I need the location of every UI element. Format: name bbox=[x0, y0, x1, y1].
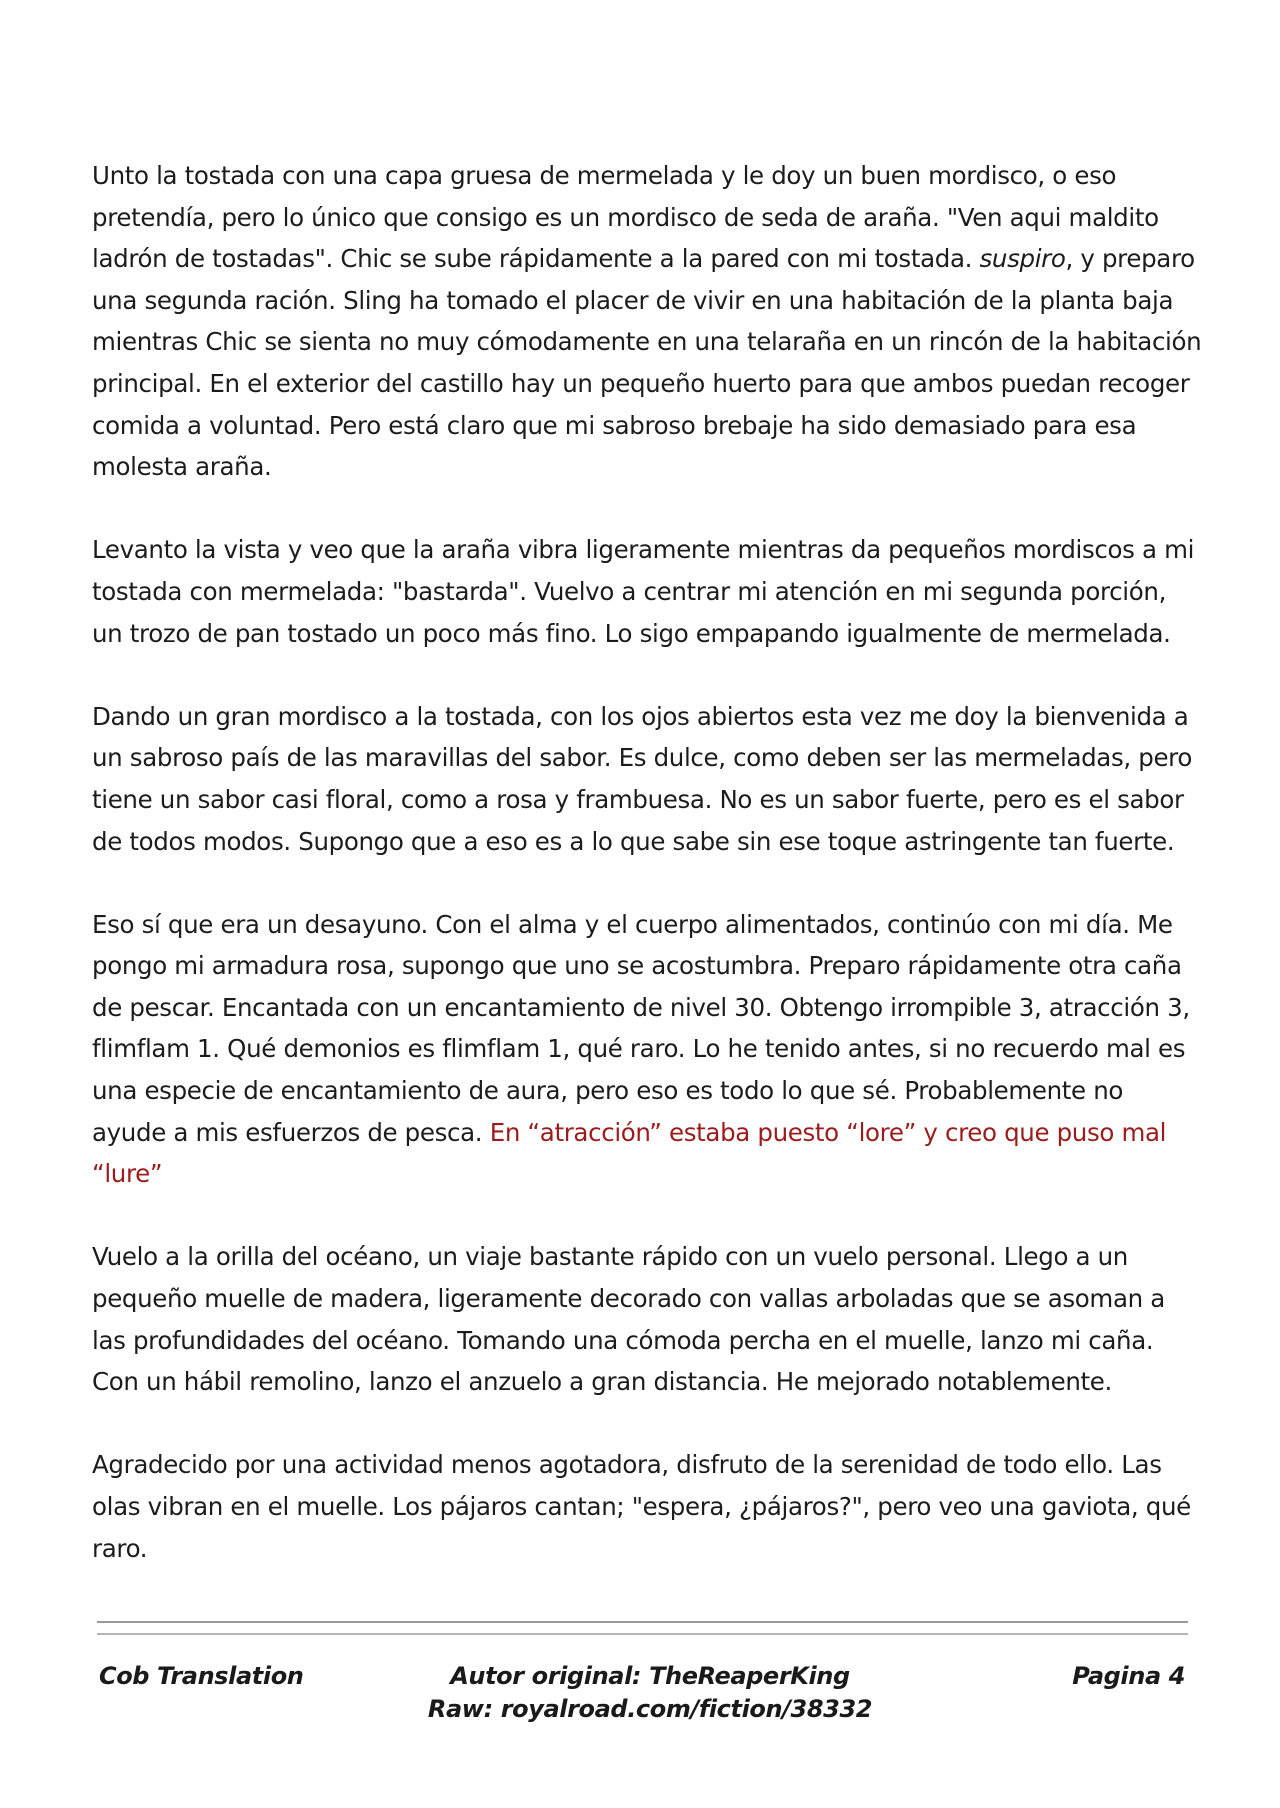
footer-original-author: Autor original: TheReaperKing bbox=[450, 1662, 850, 1690]
footer-raw-source: Raw: royalroad.com/fiction/38332 bbox=[427, 1695, 873, 1723]
footer-page-number: Pagina 4 bbox=[1072, 1662, 1185, 1690]
paragraph-1-text-a: Unto la tostada con una capa gruesa de mermelada y le doy un buen mordisco, o eso pretendía, pero lo único que consigo es un mordisco de seda de araña. "Ven aqui maldito ladrón de tostadas". Chic se sube rápidamente a la pared con mi tostada. bbox=[92, 161, 1159, 274]
footer-divider-top bbox=[97, 1621, 1188, 1623]
paragraph-5: Vuelo a la orilla del océano, un viaje bastante rápido con un vuelo personal. Llego a un pequeño muelle de madera, ligeramente decorado con vallas arboladas que se asoman a las profundidades del océano. Tomando una cómoda percha en el muelle, lanzo mi caña. Con un hábil remolino, lanzo el anzuelo a gran distancia. He mejorado notablemente. bbox=[92, 1242, 1165, 1397]
paragraph-3: Dando un gran mordisco a la tostada, con los ojos abiertos esta vez me doy la bienvenida a un sabroso país de las maravillas del sabor. Es dulce, como deben ser las mermeladas, pero tiene un sabor casi floral, como a rosa y frambuesa. No es un sabor fuerte, pero es el sabor de todos modos. Supongo que a eso es a lo que sabe sin ese toque astringente tan fuerte. bbox=[92, 701, 1193, 856]
paragraph-4-text: Eso sí que era un desayuno. Con el alma y el cuerpo alimentados, continúo con mi día. Me pongo mi armadura rosa, supongo que uno se acostumbra. Preparo rápidamente otra caña de pescar. Encantada con un encantamiento de nivel 30. Obtengo irrompible 3, atracción 3, flimflam 1. Qué demonios es flimflam 1, qué raro. Lo he tenido antes, si no recuerdo mal es una especie de encantamiento de aura, pero eso es todo lo que sé. Probablemente no ayude a mis esfuerzos de pesca. bbox=[92, 909, 1190, 1147]
footer-divider-bottom bbox=[97, 1633, 1188, 1635]
translator-note: En “atracción” estaba puesto “lore” y creo que puso mal “lure” bbox=[92, 1117, 1167, 1189]
paragraph-6: Agradecido por una actividad menos agotadora, disfruto de la serenidad de todo ello. Las olas vibran en el muelle. Los pájaros cantan; "espera, ¿pájaros?", pero veo una gaviota, qué raro. bbox=[92, 1450, 1191, 1563]
paragraph-1 bbox=[92, 155, 1202, 488]
footer-translator: Cob Translation bbox=[99, 1662, 304, 1690]
paragraph-1-italic: suspiro bbox=[979, 244, 1066, 274]
page-body bbox=[92, 155, 1202, 1611]
paragraph-2: Levanto la vista y veo que la araña vibra ligeramente mientras da pequeños mordiscos a mi tostada con mermelada: "bastarda". Vuelvo a centrar mi atención en mi segunda porción, un trozo de pan tostado un poco más fino. Lo sigo empapando igualmente de mermelada. bbox=[92, 535, 1195, 648]
paragraph-1-text-b: , y preparo una segunda ración. Sling ha tomado el placer de vivir en una habitación de la planta baja mientras Chic se sienta no muy cómodamente en una telaraña en un rincón de la habitación principal. En el exterior del castillo hay un pequeño huerto para que ambos puedan recoger comida a voluntad. Pero está claro que mi sabroso brebaje ha sido demasiado para esa molesta araña. bbox=[92, 244, 1202, 482]
footer-credits bbox=[340, 1660, 960, 1726]
paragraph-4 bbox=[92, 904, 1202, 1195]
